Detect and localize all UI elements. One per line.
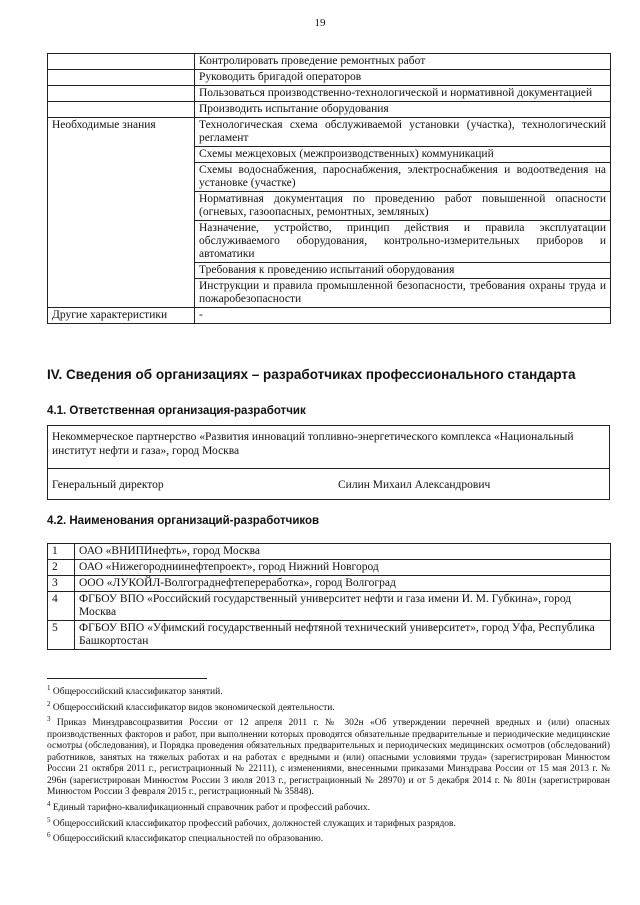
knowledge-table (47, 53, 611, 324)
other-value: - (195, 308, 611, 324)
table-row (48, 576, 611, 592)
footnote (47, 714, 610, 799)
footnote-text: Единый тарифно-квалификационный справочник работ и профессий рабочих. (52, 803, 370, 814)
table-row (48, 621, 611, 650)
table-row (48, 102, 611, 118)
knowledge-cell: Назначение, устройство, принцип действия и правила эксплуатации обслуживаемого оборудования, контрольно-измерительных приборов и автоматики (195, 221, 611, 263)
developers-table (47, 543, 611, 650)
director-name: Силин Михаил Александрович (338, 479, 491, 491)
table-row (48, 592, 611, 621)
page-number: 19 (314, 17, 326, 29)
empty-label-cell (48, 86, 195, 102)
responsible-org-name: Некоммерческое партнерство «Развития инноваций топливно-энергетического комплекса «Национальный институт нефти и газа», город Москва (52, 431, 574, 457)
row-number: 4 (48, 592, 75, 621)
empty-label-cell (48, 102, 195, 118)
knowledge-cell: Схемы межцеховых (межпроизводственных) коммуникаций (195, 147, 611, 163)
row-number: 5 (48, 621, 75, 650)
footnote-text: Общероссийский классификатор видов экономической деятельности. (52, 702, 335, 713)
developer-name: ОАО «ВНИПИнефть», город Москва (75, 544, 611, 560)
table-row (48, 70, 611, 86)
footnote-number: 1 (47, 684, 51, 692)
skill-cell: Контролировать проведение ремонтных работ (195, 54, 611, 70)
knowledge-cell: Схемы водоснабжения, пароснабжения, электроснабжения и водоотведения на установке (участке) (195, 163, 611, 192)
footnote (47, 799, 610, 815)
developer-name: ОАО «Нижегородниинефтепроект», город Нижний Новгород (75, 560, 611, 576)
knowledge-cell: Технологическая схема обслуживаемой установки (участка), технологический регламент (195, 118, 611, 147)
footnote-text: Общероссийский классификатор специальностей по образованию. (52, 834, 324, 845)
row-number: 2 (48, 560, 75, 576)
developers-heading: 4.2. Наименования организаций-разработчиков (47, 515, 320, 527)
skill-cell: Пользоваться производственно-технологической и нормативной документацией (195, 86, 611, 102)
footnote-number: 5 (47, 815, 51, 824)
empty-label-cell (48, 70, 195, 86)
knowledge-cell: Требования к проведению испытаний оборудования (195, 263, 611, 279)
responsible-org-heading: 4.1. Ответственная организация-разработчик (47, 405, 306, 417)
knowledge-label: Необходимые знания (48, 118, 195, 308)
table-row (48, 54, 611, 70)
footnote-number: 4 (47, 799, 51, 808)
table-row (48, 308, 611, 324)
developer-name: ООО «ЛУКОЙЛ-Волгограднефтепереработка», город Волгоград (75, 576, 611, 592)
row-number: 3 (48, 576, 75, 592)
table-row (48, 118, 611, 147)
developer-name: ФГБОУ ВПО «Российский государственный университет нефти и газа имени И. М. Губкина», город Москва (75, 592, 611, 621)
footnote-separator (47, 678, 207, 679)
director-role: Генеральный директор (52, 479, 164, 491)
footnote-text: Общероссийский классификатор профессий рабочих, должностей служащих и тарифных разрядов. (52, 818, 456, 829)
other-label: Другие характеристики (48, 308, 195, 324)
divider (48, 468, 609, 469)
footnote (47, 699, 610, 715)
skill-cell: Руководить бригадой операторов (195, 70, 611, 86)
knowledge-cell: Инструкции и правила промышленной безопасности, требования охраны труда и пожаробезопасности (195, 279, 611, 308)
footnote-number: 3 (47, 715, 51, 724)
table-row (48, 560, 611, 576)
knowledge-cell: Нормативная документация по проведению работ повышенной опасности (огневых, газоопасных, ремонтных, земляных) (195, 192, 611, 221)
footnote-number: 6 (47, 831, 51, 840)
footnote-text: Приказ Минздравсоцразвития России от 12 апреля 2011 г. № 302н «Об утверждении перечней вредных и (или) опасных производственных факторов и работ, при выполнении которых проводятся обязательные предварительные и периодические медицинские осмотры (обследования), и Порядка проведения обязательных предварительных и периодических медицинских осмотров (обследований) работников, занятых на тяжелых работах и на работах с вредными и (или) опасными условиями труда» (зарегистрирован Минюстом России 21 октября 2011 г., регистрационный № 22111), с изменениями, внесенными приказами Минздрава России от 15 мая 2013 г. № 296н (зарегистрирован Минюстом России 3 июля 2013 г., регистрационный № 28970) и от 5 декабря 2014 г. № 801н (зарегистрирован Минюстом России 3 февраля 2015 г., регистрационный № 35848). (47, 718, 611, 798)
footnote (47, 815, 610, 831)
footnote (47, 830, 610, 846)
empty-label-cell (48, 54, 195, 70)
footnote-text: Общероссийский классификатор занятий. (52, 687, 223, 698)
footnotes (47, 683, 610, 846)
skill-cell: Производить испытание оборудования (195, 102, 611, 118)
footnote-number: 2 (47, 699, 51, 708)
table-row (48, 544, 611, 560)
responsible-org-box (47, 425, 610, 500)
row-number: 1 (48, 544, 75, 560)
table-row (48, 86, 611, 102)
footnote (47, 683, 610, 699)
developer-name: ФГБОУ ВПО «Уфимский государственный нефтяной технический университет», город Уфа, Республика Башкортостан (75, 621, 611, 650)
section-iv-title: IV. Сведения об организациях – разработчиках профессионального стандарта (47, 367, 576, 382)
